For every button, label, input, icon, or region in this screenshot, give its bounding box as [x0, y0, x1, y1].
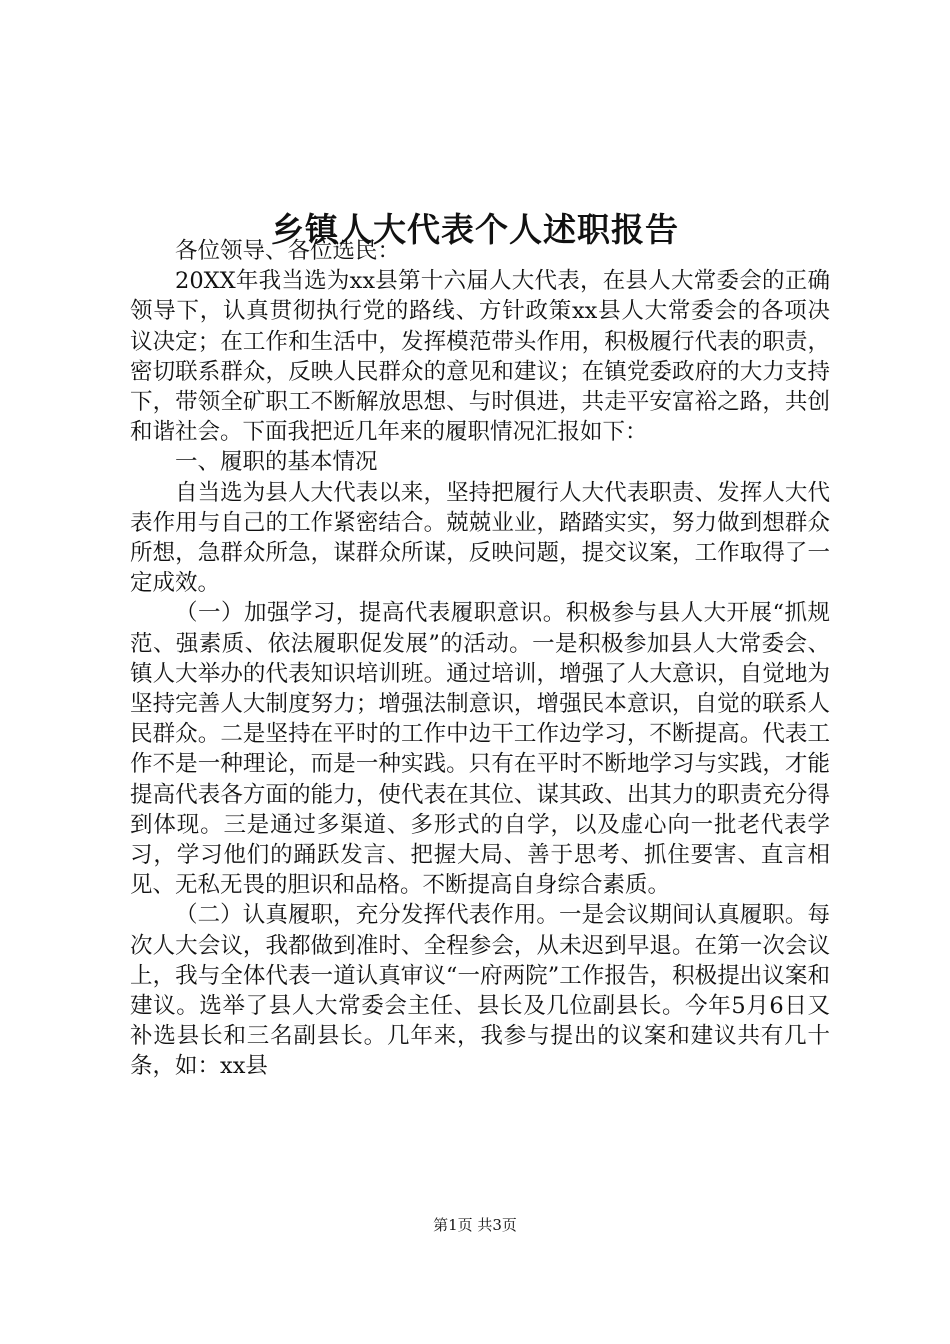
page-number-footer: 第1页 共3页	[433, 1216, 517, 1234]
section-heading: 一、履职的基本情况	[175, 449, 378, 476]
document-title: 乡镇人大代表个人述职报告	[271, 210, 679, 250]
document-body	[130, 236, 830, 1082]
study-paragraph: （一）加强学习，提高代表履职意识。积极参与县人大开展“抓规范、强素质、依法履职促发展”的活动。一是积极参加县人大常委会、镇人大举办的代表知识培训班。通过培训，增强了人大意识，自觉地为坚持完善人大制度努力；增强法制意识，增强民本意识，自觉的联系人民群众。二是坚持在平时的工作中边干工作边学习，不断提高。代表工作不是一种理论，而是一种实践。只有在平时不断地学习与实践，才能提高代表各方面的能力，使代表在其位、谋其政、出其力的职责充分得到体现。三是通过多渠道、多形式的自学，以及虚心向一批老代表学习，学习他们的踊跃发言、把握大局、善于思考、抓住要害、直言相见、无私无畏的胆识和品格。不断提高自身综合素质。	[130, 600, 830, 899]
duty-paragraph: （二）认真履职，充分发挥代表作用。一是会议期间认真履职。每次人大会议，我都做到准时、全程参会，从未迟到早退。在第一次会议上，我与全体代表一道认真审议“一府两院”工作报告，积极提出议案和建议。选举了县人大常委会主任、县长及几位副县长。今年5月6日又补选县长和三名副县长。几年来，我参与提出的议案和建议共有几十条，如：xx县	[130, 902, 830, 1080]
salutation-paragraph: 各位领导、各位选民：	[175, 238, 401, 264]
intro-paragraph: 20XX年我当选为xx县第十六届人大代表，在县人大常委会的正确领导下，认真贯彻执行党的路线、方针政策xx县人大常委会的各项决议决定；在工作和生活中，发挥模范带头作用，积极履行代表的职责，密切联系群众，反映人民群众的意见和建议；在镇党委政府的大力支持下，带领全矿职工不断解放思想、与时俱进，共走平安富裕之路，共创和谐社会。下面我把近几年来的履职情况汇报如下：	[130, 268, 830, 446]
section-intro-paragraph: 自当选为县人大代表以来，坚持把履行人大代表职责、发挥人大代表作用与自己的工作紧密结合。兢兢业业，踏踏实实，努力做到想群众所想，急群众所急，谋群众所谋，反映问题，提交议案，工作取得了一定成效。	[130, 479, 830, 597]
